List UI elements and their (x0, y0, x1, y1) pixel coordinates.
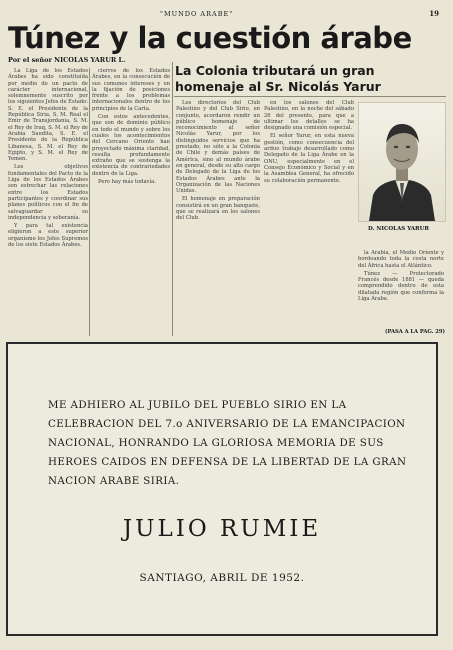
paragraph: El señor Yarur, en esta nueva gestión, como consecuencia del arduo trabajo desarrollado como Delegado de la Liga Árabe en la ONU, especialmente en el Consejo Económico y Social y en la Asamblea General, ha ofrecido su colaboración permanente. (264, 133, 354, 184)
article-column-1 (8, 68, 88, 336)
paragraph: La Liga de los Estados Árabes ha sido constituída por medio de un pacto de carácter internacional, solemnemente suscrito por los siguientes Jefes de Estado: S. E. el Presidente de la República Siria, S. M. Real el Emir de Transjordania, S. M. el Rey de Iraq, S. M. el Rey de Arabia Saudita, S. E. el Presidente de la República Libanesa, S. M. el Rey de Egipto, y S. M. el Rey de Yemen. (8, 68, 88, 163)
portrait-photo (358, 102, 446, 222)
paragraph: Túnez — Protectorado Francés desde 1881 — queda comprendido dentro de esta dilatada región que conforma la Liga Árabe. (358, 270, 444, 303)
feature-column-2 (264, 100, 354, 250)
continue-note: (PASA A LA PAG. 29) (385, 329, 445, 335)
ad-place-date: SANTIAGO, ABRIL DE 1952. (139, 572, 305, 584)
column-divider (89, 68, 90, 336)
paragraph: Con estos antecedentes, que son de dominio público en todo el mundo y sobre los cuales los acontecimientos del Cercano Oriente han proyectado máxima claridad, resulta profundamente extraño que se sostenga la existencia de contrariedades dentro de la Liga. (92, 114, 170, 177)
article-title: Túnez y la cuestión árabe (8, 21, 412, 55)
feature-column-1 (176, 100, 260, 336)
column-divider (174, 96, 446, 97)
paragraph: cierros de los Estados Árabes, en la consecución de sus comunes intereses y en la fijación de posiciones frente a los problemas internacionales dentro de los principios de la Carta. (92, 68, 170, 112)
article-column-2 (92, 68, 170, 336)
publication-header: "MUNDO ARABE" (160, 10, 234, 18)
paragraph: la Arabia, el Medio Oriente y bordeando toda la costa norte del África hasta el Atlántico. (358, 250, 444, 269)
paragraph: Pero hay más todavía. (98, 179, 156, 186)
photo-caption: D. NICOLAS YARUR (368, 226, 429, 232)
paragraph: Los objetivos fundamentales del Pacto de la Liga de los Estados Árabes son estrechar las relaciones entre los Estados participantes y coordinar sus planes políticos con el fin de salvaguardar su independencia y soberanía. (8, 164, 88, 221)
ad-signature: JULIO RUMIE (122, 516, 322, 542)
advertisement-box (6, 342, 438, 636)
paragraph: El homenaje en preparación consistirá en un gran banquete, que se realizará en los salones del Club. (176, 196, 260, 222)
column-divider (172, 62, 173, 336)
article-column-continued (358, 250, 444, 336)
paragraph: Los directorios del Club Palestino y del Club Sirio, en conjunto, acordaron rendir un público homenaje de reconocimiento al señor Nicolás Yarur, por los distinguidos servicios que ha prestado, no sólo a la Colonia de Chile y demás países de América, sino al mundo árabe en general, desde su alto cargo de Delegado de la Liga de los Estados Árabes ante la Organización de las Naciones Unidas. (176, 100, 260, 195)
feature-headline: La Colonia tributará un gran homenaje al Sr. Nicolás Yarur (175, 63, 381, 94)
article-byline: Por el señor NICOLAS YARUR L. (8, 56, 126, 64)
ad-message: ME ADHIERO AL JUBILO DEL PUEBLO SIRIO EN LA CELEBRACION DEL 7.o ANIVERSARIO DE LA EMANCIPACION NACIONAL, HONRANDO LA GLORIOSA MEMORIA DE SUS HEROES CAIDOS EN DEFENSA DE LA LIBERTAD DE LA GRAN NACION ARABE SIRIA. (48, 399, 407, 487)
portrait-image (359, 103, 445, 221)
paragraph: Y para tal existencia eligieron a este superior organismo los Jefes Supremos de los siete Estados Árabes. (8, 223, 88, 249)
page-number: 19 (429, 9, 439, 18)
paragraph: en los salones del Club Palestino, en la noche del sábado 26 del presente, para que a ultimar los detalles se ha designado una comisión especial. (264, 100, 354, 132)
